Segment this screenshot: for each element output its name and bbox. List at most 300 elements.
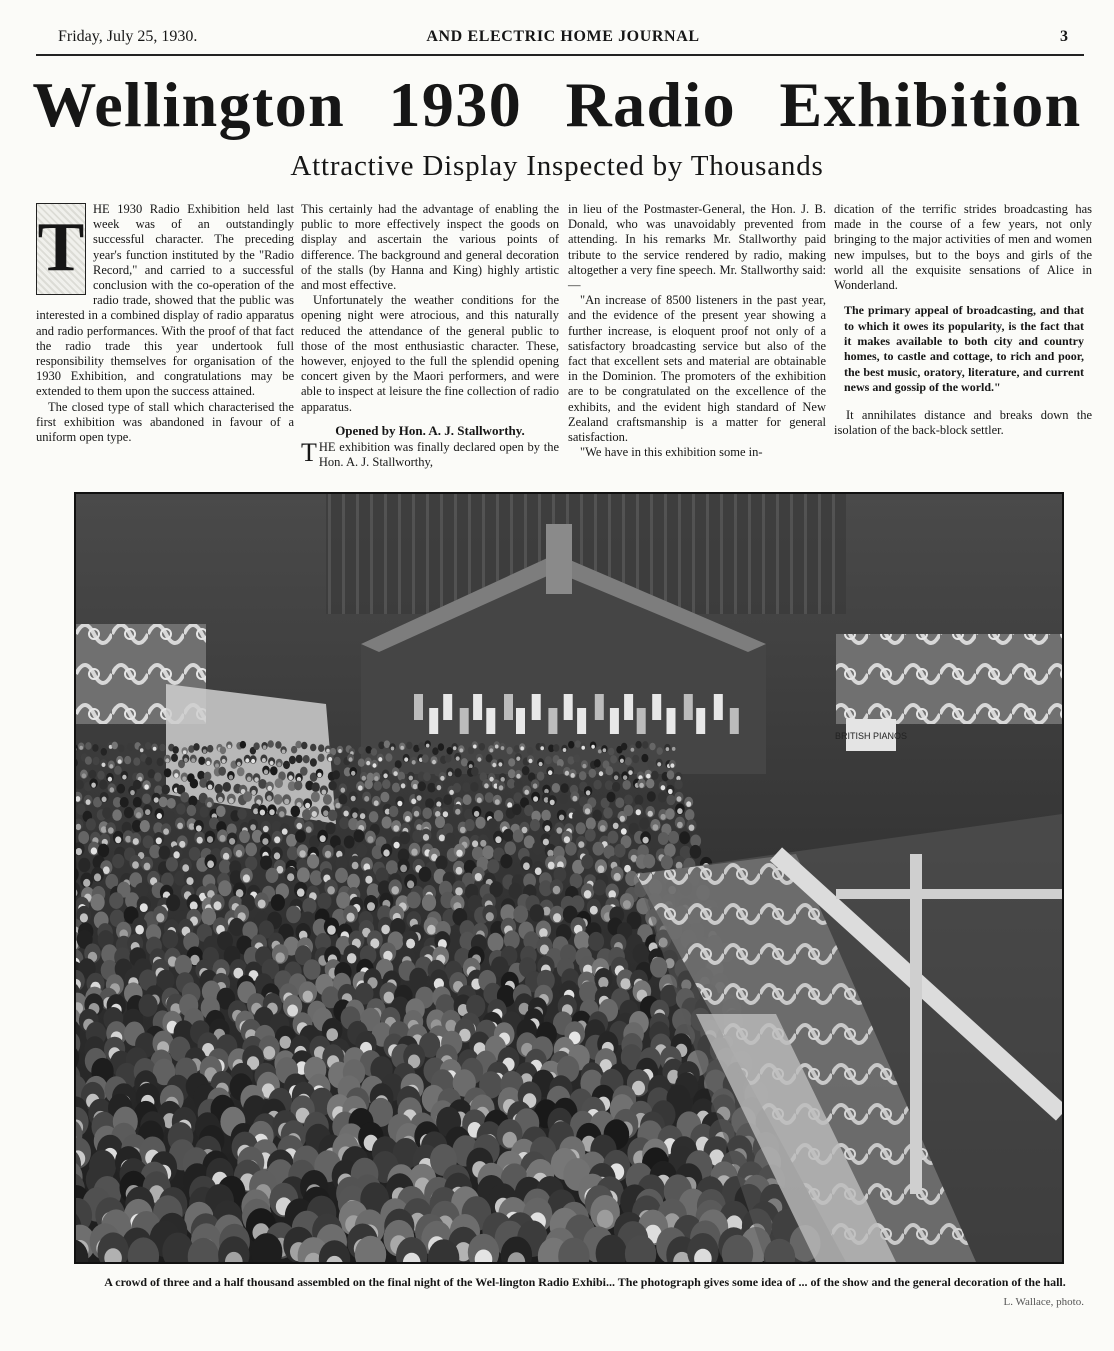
paragraph: "We have in this exhibition some in- bbox=[580, 445, 763, 460]
crowd-head bbox=[463, 794, 472, 805]
crowd-face bbox=[218, 797, 223, 803]
crowd-face bbox=[460, 827, 466, 833]
crowd-head bbox=[488, 933, 504, 952]
performer bbox=[667, 708, 676, 734]
crowd-face bbox=[564, 836, 570, 843]
performer bbox=[730, 708, 739, 734]
paragraph-text: HE exhibition was finally declared open by the Hon. A. J. Stallworthy, bbox=[318, 440, 559, 470]
crowd-head bbox=[642, 741, 648, 749]
crowd-head bbox=[166, 857, 178, 871]
crowd-face bbox=[544, 825, 550, 831]
crowd-head bbox=[187, 805, 197, 816]
crowd-face bbox=[351, 796, 356, 802]
crowd-face bbox=[400, 865, 407, 873]
performer bbox=[443, 694, 452, 720]
crowd-head bbox=[553, 744, 559, 752]
crowd-head bbox=[579, 771, 587, 780]
headline: Wellington 1930 Radio Exhibition bbox=[32, 69, 1082, 140]
crowd-head bbox=[139, 994, 158, 1017]
crowd-head bbox=[615, 798, 624, 809]
crowd-face bbox=[282, 828, 288, 834]
crowd-face bbox=[108, 827, 114, 833]
crowd-head bbox=[607, 792, 616, 803]
crowd-head bbox=[470, 782, 478, 792]
crowd-face bbox=[411, 849, 417, 856]
crowd-head bbox=[199, 806, 209, 817]
crowd-face bbox=[328, 757, 332, 761]
crowd-face bbox=[254, 777, 258, 782]
crowd-head bbox=[207, 745, 213, 753]
crowd-head bbox=[385, 753, 392, 761]
crowd-head bbox=[258, 779, 266, 789]
crowd-head bbox=[162, 930, 178, 949]
crowd-head bbox=[220, 747, 226, 755]
crowd-head bbox=[527, 747, 533, 755]
crowd-head bbox=[245, 843, 257, 857]
article-column-1 bbox=[36, 202, 294, 445]
decorative-dropcap bbox=[36, 203, 86, 295]
crowd-face bbox=[349, 757, 353, 761]
crowd-face bbox=[320, 835, 326, 842]
crowd-face bbox=[260, 810, 265, 816]
crowd-face bbox=[352, 812, 357, 818]
crowd-head bbox=[639, 817, 649, 829]
crowd-head bbox=[588, 932, 604, 951]
performer bbox=[714, 694, 723, 720]
crowd-head bbox=[586, 817, 596, 829]
crowd-face bbox=[460, 748, 464, 752]
crowd-head bbox=[118, 745, 124, 753]
crowd-face bbox=[550, 800, 555, 806]
crowd-head bbox=[508, 769, 516, 778]
crowd-head bbox=[112, 854, 124, 868]
crowd-face bbox=[401, 783, 406, 788]
crowd-face bbox=[341, 788, 346, 793]
crowd-head bbox=[97, 771, 105, 780]
crowd-face bbox=[190, 901, 198, 910]
crowd-head bbox=[384, 740, 390, 748]
crowd-face bbox=[499, 785, 504, 790]
crowd-face bbox=[432, 760, 436, 764]
performer bbox=[684, 694, 693, 720]
crowd-head bbox=[223, 782, 231, 792]
crowd-face bbox=[118, 759, 122, 763]
crowd-head bbox=[145, 742, 151, 750]
performer bbox=[532, 694, 541, 720]
crowd-face bbox=[378, 757, 382, 761]
crowd-face bbox=[365, 876, 372, 884]
crowd-head bbox=[461, 758, 468, 766]
crowd-head bbox=[574, 931, 590, 950]
crowd-head bbox=[572, 811, 582, 822]
crowd-face bbox=[352, 862, 359, 870]
crowd-head bbox=[145, 757, 152, 765]
crowd-head bbox=[513, 905, 528, 923]
crowd-face bbox=[394, 842, 400, 849]
crowd-head bbox=[243, 791, 252, 802]
crowd-head bbox=[112, 742, 118, 750]
crowd-head bbox=[171, 754, 178, 762]
crowd-head bbox=[289, 756, 296, 764]
crowd-head bbox=[133, 780, 141, 790]
crowd-face bbox=[473, 745, 477, 749]
crowd-head bbox=[422, 894, 436, 911]
article-column-4 bbox=[834, 202, 1092, 438]
crowd-face bbox=[282, 750, 286, 754]
crowd-face bbox=[598, 977, 608, 988]
crowd-head bbox=[270, 766, 278, 775]
crowd-face bbox=[409, 776, 413, 781]
crowd-face bbox=[533, 796, 538, 802]
crowd-head bbox=[307, 854, 319, 868]
crowd-head bbox=[157, 758, 164, 766]
crowd-face bbox=[360, 813, 365, 819]
crowd-face bbox=[600, 825, 606, 831]
crowd-face bbox=[182, 776, 186, 781]
crowd-face bbox=[581, 746, 585, 750]
crowd-head bbox=[435, 856, 447, 870]
crowd-face bbox=[543, 839, 549, 846]
crowd-head bbox=[423, 772, 431, 781]
crowd-head bbox=[190, 779, 198, 789]
crowd-head bbox=[291, 806, 301, 817]
crowd-head bbox=[237, 767, 245, 776]
crowd-face bbox=[135, 925, 144, 935]
crowd-face bbox=[643, 837, 649, 844]
crowd-face bbox=[108, 777, 112, 782]
crowd-head bbox=[407, 892, 421, 909]
crowd-head bbox=[310, 870, 323, 885]
page-number: 3 bbox=[1060, 28, 1068, 45]
crowd-face bbox=[620, 978, 630, 989]
crowd-head bbox=[530, 819, 540, 831]
crowd-head bbox=[658, 832, 669, 845]
crowd-face bbox=[191, 758, 195, 762]
crowd-head bbox=[475, 817, 485, 829]
crowd-face bbox=[326, 749, 330, 753]
crowd-face bbox=[670, 763, 674, 767]
crowd-head bbox=[643, 854, 655, 868]
crowd-face bbox=[130, 790, 135, 795]
crowd-head bbox=[114, 766, 122, 775]
crowd-head bbox=[666, 795, 675, 806]
crowd-head bbox=[109, 892, 123, 909]
crowd-face bbox=[284, 799, 289, 805]
crowd-face bbox=[405, 816, 410, 822]
crowd-face bbox=[393, 825, 399, 831]
crowd-head bbox=[634, 795, 643, 806]
crowd-head bbox=[356, 843, 368, 857]
crowd-face bbox=[215, 763, 219, 767]
crowd-head bbox=[365, 779, 373, 789]
crowd-head bbox=[93, 757, 100, 765]
crowd-head bbox=[633, 944, 650, 964]
crowd-face bbox=[440, 776, 444, 781]
crowd-head bbox=[140, 820, 150, 832]
crowd-face bbox=[183, 750, 187, 754]
crowd-head bbox=[668, 831, 679, 844]
crowd-head bbox=[275, 778, 283, 788]
crowd-face bbox=[299, 850, 305, 857]
carved-figure bbox=[546, 524, 572, 594]
crowd-face bbox=[520, 746, 524, 750]
crowd-head bbox=[573, 754, 580, 762]
crowd-head bbox=[349, 779, 357, 789]
crowd-head bbox=[318, 754, 325, 762]
crowd-face bbox=[145, 809, 150, 815]
crowd-head bbox=[664, 843, 676, 857]
crowd-face bbox=[666, 747, 670, 751]
crowd-head bbox=[647, 761, 654, 769]
crowd-face bbox=[297, 888, 305, 896]
crowd-head bbox=[406, 742, 412, 750]
crowd-face bbox=[657, 762, 661, 766]
crowd-face bbox=[276, 952, 285, 962]
crowd-head bbox=[216, 806, 226, 817]
crowd-face bbox=[362, 776, 366, 781]
crowd-face bbox=[133, 838, 139, 845]
crowd-head bbox=[438, 743, 444, 751]
piano-sign-text: BRITISH PIANOS bbox=[834, 731, 908, 741]
crowd-face bbox=[251, 759, 255, 763]
crowd-head bbox=[89, 770, 97, 779]
crowd-head bbox=[301, 742, 307, 750]
crowd-face bbox=[474, 811, 479, 817]
crowd-head bbox=[650, 957, 667, 978]
crowd-head bbox=[610, 755, 617, 763]
crowd-face bbox=[553, 913, 561, 922]
crowd-head bbox=[133, 757, 140, 765]
crowd-face bbox=[264, 770, 268, 775]
crowd-face bbox=[196, 825, 202, 831]
crowd-face bbox=[270, 761, 274, 765]
crowd-head bbox=[218, 880, 231, 896]
crowd-face bbox=[590, 906, 598, 915]
paragraph: It annihilates distance and breaks down the isolation of the back-block settler. bbox=[834, 407, 1092, 437]
crowd-head bbox=[513, 830, 524, 843]
crowd-head bbox=[487, 818, 497, 830]
crowd-face bbox=[237, 762, 241, 766]
crowd-head bbox=[334, 757, 341, 765]
crowd-head bbox=[303, 755, 310, 763]
crowd-head bbox=[514, 779, 522, 789]
crowd-face bbox=[614, 873, 621, 881]
crowd-head bbox=[237, 808, 247, 819]
crowd-face bbox=[406, 939, 415, 949]
crowd-face bbox=[553, 886, 561, 894]
crowd-head bbox=[317, 893, 331, 910]
crowd-face bbox=[539, 762, 543, 766]
crowd-face bbox=[144, 784, 149, 789]
crowd-head bbox=[465, 819, 475, 831]
crowd-face bbox=[296, 823, 302, 829]
crowd-head bbox=[506, 747, 512, 755]
crowd-face bbox=[262, 758, 266, 762]
crowd-face bbox=[677, 822, 683, 828]
crowd-head bbox=[300, 767, 308, 776]
crowd-face bbox=[262, 838, 268, 845]
crowd-head bbox=[608, 831, 619, 844]
crowd-face bbox=[492, 763, 496, 767]
crowd-head bbox=[338, 794, 347, 805]
crowd-head bbox=[229, 918, 244, 936]
crowd-face bbox=[364, 796, 369, 802]
crowd-face bbox=[317, 773, 321, 778]
header-rule bbox=[36, 54, 1084, 56]
crowd-head bbox=[608, 748, 614, 756]
crowd-face bbox=[154, 797, 159, 803]
crowd-head bbox=[641, 754, 648, 762]
crowd-head bbox=[120, 797, 129, 808]
crowd-face bbox=[578, 841, 584, 848]
crowd-face bbox=[456, 850, 462, 857]
crowd-face bbox=[243, 874, 250, 882]
crowd-head bbox=[339, 817, 349, 829]
crowd-face bbox=[598, 749, 602, 753]
crowd-head bbox=[635, 741, 641, 749]
crowd-face bbox=[412, 760, 416, 764]
crowd-face bbox=[548, 862, 555, 870]
crowd-face bbox=[660, 814, 665, 820]
crowd-face bbox=[623, 900, 631, 909]
crowd-face bbox=[336, 803, 341, 809]
dropcap-letter: T bbox=[37, 209, 85, 286]
crowd-face bbox=[516, 757, 520, 761]
crowd-face bbox=[140, 903, 148, 912]
crowd-head bbox=[568, 741, 574, 749]
crowd-head bbox=[323, 794, 332, 805]
photo-credit: L. Wallace, photo. bbox=[1003, 1296, 1084, 1308]
crowd-face bbox=[323, 810, 328, 816]
crowd-head bbox=[283, 761, 290, 769]
crowd-face bbox=[306, 826, 312, 832]
performer bbox=[637, 708, 646, 734]
crowd-face bbox=[639, 783, 644, 788]
crowd-face bbox=[94, 873, 101, 881]
crowd-face bbox=[327, 886, 335, 894]
crowd-face bbox=[668, 789, 673, 794]
crowd-face bbox=[524, 790, 529, 795]
crowd-face bbox=[267, 795, 272, 801]
crowd-head bbox=[78, 858, 90, 872]
crowd-head bbox=[623, 780, 631, 790]
crowd-head bbox=[99, 780, 107, 790]
crowd-head bbox=[311, 792, 320, 803]
crowd-face bbox=[223, 853, 229, 860]
crowd-face bbox=[628, 770, 632, 775]
crowd-head bbox=[176, 803, 186, 814]
paragraph: dication of the terrific strides broadcasting has made in the course of a few years, not only bringing to the major activities of men and women new impulses, but to the boys and girls of the world all the exquisite sensations of Alice in Wonderland. bbox=[834, 202, 1092, 293]
crowd-head bbox=[625, 757, 632, 765]
crowd-face bbox=[559, 815, 564, 821]
crowd-head bbox=[159, 797, 168, 808]
crowd-face bbox=[646, 774, 650, 779]
crowd-head bbox=[124, 807, 134, 818]
crowd-head bbox=[133, 797, 142, 808]
crowd-head bbox=[500, 854, 512, 868]
performer bbox=[610, 708, 619, 734]
crowd-head bbox=[593, 842, 605, 856]
crowd-face bbox=[556, 827, 562, 833]
crowd-face bbox=[495, 799, 500, 805]
crowd-face bbox=[287, 1005, 298, 1017]
crowd-head bbox=[657, 747, 663, 755]
crowd-head bbox=[266, 868, 279, 883]
crowd-face bbox=[397, 801, 402, 807]
crowd-head bbox=[92, 744, 98, 752]
journal-title: AND ELECTRIC HOME JOURNAL bbox=[426, 28, 700, 45]
crowd-head bbox=[101, 748, 107, 756]
crowd-head bbox=[389, 806, 399, 817]
section-subheading: Opened by Hon. A. J. Stallworthy. bbox=[335, 422, 525, 438]
crowd-head bbox=[624, 795, 633, 806]
crowd-head bbox=[193, 743, 199, 751]
crowd-head bbox=[376, 868, 389, 883]
crowd-head bbox=[624, 805, 634, 816]
crowd-face bbox=[173, 851, 179, 858]
crowd-face bbox=[177, 823, 183, 829]
crowd-head bbox=[679, 831, 690, 844]
performer bbox=[577, 708, 586, 734]
crowd-face bbox=[229, 798, 234, 804]
crowd-face bbox=[367, 902, 375, 911]
crowd-head bbox=[503, 829, 514, 842]
crowd-head bbox=[504, 841, 516, 855]
crowd-face bbox=[267, 786, 272, 791]
crowd-face bbox=[165, 758, 169, 762]
crowd-face bbox=[484, 783, 489, 788]
crowd-head bbox=[646, 779, 654, 789]
crowd-face bbox=[325, 851, 331, 858]
crowd-face bbox=[103, 866, 110, 874]
crowd-face bbox=[477, 757, 481, 761]
crowd-face bbox=[250, 824, 256, 830]
crowd-head bbox=[124, 756, 131, 764]
crowd-head bbox=[454, 768, 462, 777]
crowd-face bbox=[475, 873, 482, 881]
crowd-face bbox=[374, 800, 379, 806]
crowd-face bbox=[258, 900, 266, 909]
crowd-head bbox=[166, 894, 180, 911]
crowd-face bbox=[229, 775, 233, 780]
crowd-head bbox=[471, 767, 479, 776]
crowd-head bbox=[479, 743, 485, 751]
crowd-face bbox=[507, 802, 512, 808]
performer bbox=[652, 694, 661, 720]
crowd-face bbox=[501, 777, 505, 782]
crowd-face bbox=[686, 801, 691, 807]
crowd-face bbox=[613, 823, 619, 829]
crowd-face bbox=[351, 771, 355, 776]
crowd-head bbox=[188, 796, 197, 807]
crowd-face bbox=[413, 784, 418, 789]
crowd-head bbox=[85, 756, 92, 764]
crowd-face bbox=[263, 745, 267, 749]
crowd-face bbox=[404, 757, 408, 761]
crowd-head bbox=[647, 791, 656, 802]
crowd-face bbox=[417, 795, 422, 801]
crowd-head bbox=[522, 766, 530, 775]
performer bbox=[429, 708, 438, 734]
crowd-face bbox=[82, 773, 86, 778]
crowd-head bbox=[295, 741, 301, 749]
crowd-face bbox=[374, 776, 378, 781]
crowd-head bbox=[142, 794, 151, 805]
crowd-face bbox=[585, 808, 590, 814]
crowd-face bbox=[423, 834, 429, 841]
crowd-head bbox=[215, 784, 223, 794]
crowd-face bbox=[222, 759, 226, 763]
